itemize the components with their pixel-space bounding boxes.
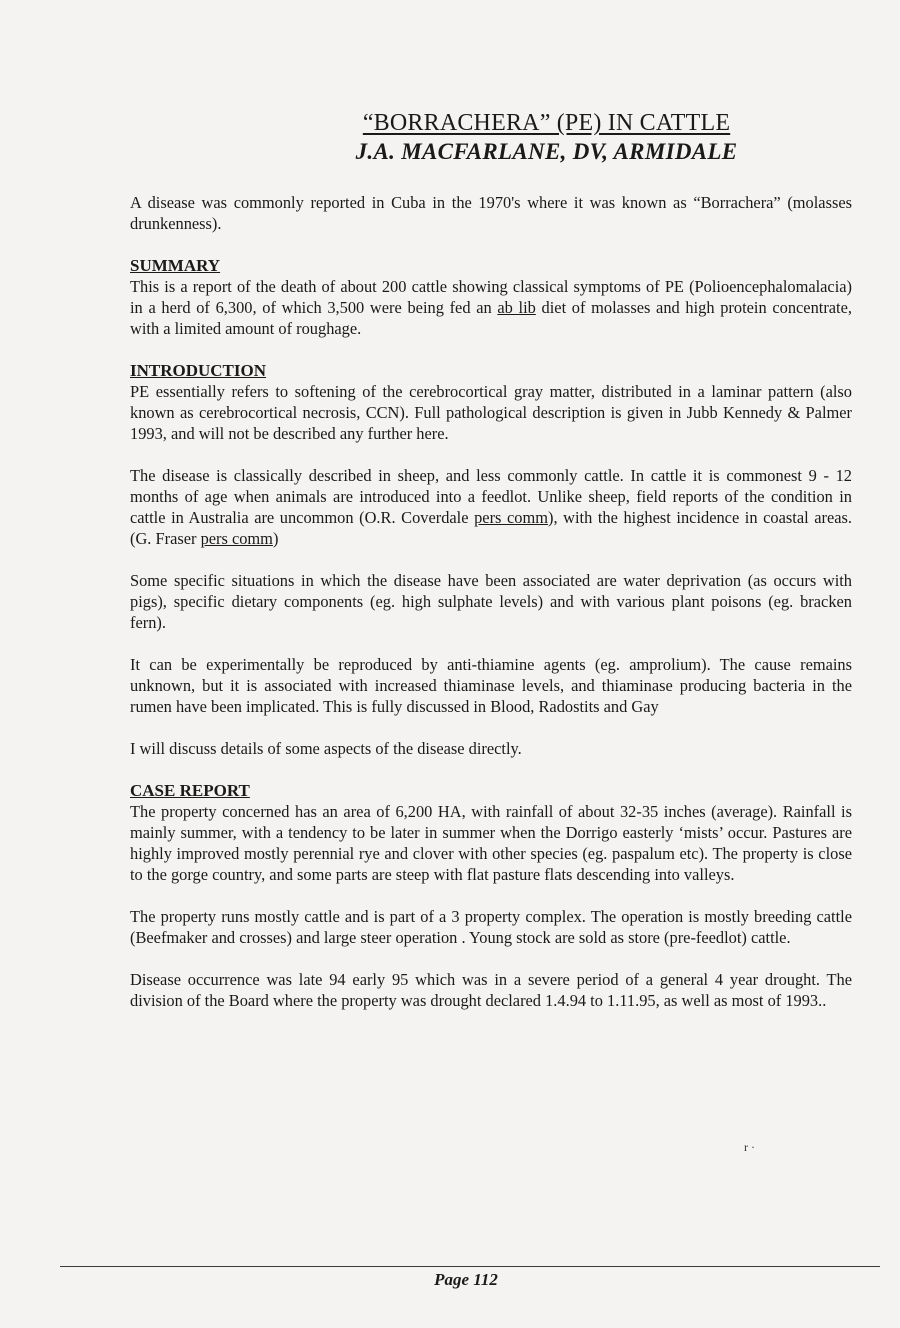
introduction-paragraph-3: Some specific situations in which the disease have been associated are water deprivation (as occurs with pigs), specific dietary components (eg. high sulphate levels) and with various plant poisons (eg. bracken fern). [130,571,852,632]
case-report-paragraph-2: The property runs mostly cattle and is part of a 3 property complex. The operation is mostly breeding cattle (Beefmaker and crosses) and large steer operation . Young stock are sold as store (pre-feedlot) cattle. [130,907,852,947]
summary-text-2: diet of molasses and high protein concentrate, with a limited amount of roughage. [130,298,852,338]
page-footer [0,1270,900,1290]
summary-paragraph [130,276,852,339]
introduction-heading: INTRODUCTION [130,361,267,380]
introduction-paragraph-4: It can be experimentally be reproduced by anti-thiamine agents (eg. amprolium). The cause remains unknown, but it is associated with increased thiaminase levels, and thiaminase producing bacteria in the rumen have been implicated. This is fully discussed in Blood, Radostits and Gay [130,655,852,716]
document-header [130,108,855,166]
introduction-paragraph-2 [130,465,852,549]
intro-p2-pers-comm-1: pers comm [474,508,548,527]
intro-p2-text-a: The disease is classically described in sheep, and less commonly cattle. In cattle it is commonest 9 - 12 months of age when animals are introduced into a feedlot. Unlike sheep, field reports of the condition in cattle in Australia are uncommon (O.R. Coverdale [130,466,852,527]
introduction-paragraph-1: PE essentially refers to softening of the cerebrocortical gray matter, distributed in a laminar pattern (also known as cerebrocortical necrosis, CCN). Full pathological description is given in Jubb Kennedy & Palmer 1993, and will not be described any further here. [130,382,852,443]
document-title: “BORRACHERA” (PE) IN CATTLE [362,110,731,136]
footer-rule [60,1266,880,1267]
summary-ab-lib: ab lib [497,298,536,317]
introduction-paragraph-5: I will discuss details of some aspects of the disease directly. [130,739,522,758]
intro-p2-pers-comm-2: pers comm [200,529,273,548]
author-byline: J.A. MACFARLANE, DV, ARMIDALE [355,139,738,164]
summary-heading: SUMMARY [130,256,221,275]
document-body [130,192,852,1032]
case-report-heading: CASE REPORT [130,781,250,800]
intro-p2-text-b: ), with the highest incidence in coastal areas. (G. Fraser [130,508,853,548]
stray-mark: r · [744,1140,755,1154]
page-number: Page 112 [434,1270,498,1289]
case-report-paragraph-3: Disease occurrence was late 94 early 95 which was in a severe period of a general 4 year drought. The division of the Board where the property was drought declared 1.4.94 to 1.11.95, as well as most of 1993.. [130,970,852,1010]
case-report-paragraph-1: The property concerned has an area of 6,200 HA, with rainfall of about 32-35 inches (average). Rainfall is mainly summer, with a tendency to be later in summer when the Dorrigo easterly ‘mists’ occur. Pastures are highly improved mostly perennial rye and clover with other species (eg. paspalum etc). The property is close to the gorge country, and some parts are steep with flat pasture flats descending into valleys. [130,802,852,884]
intro-p2-text-c: ) [272,529,279,548]
opening-paragraph: A disease was commonly reported in Cuba in the 1970's where it was known as “Borrachera” (molasses drunkenness). [130,193,852,233]
summary-text-1: This is a report of the death of about 200 cattle showing classical symptoms of PE (Polioencephalomalacia) in a herd of 6,300, of which 3,500 were being fed an [130,277,852,317]
